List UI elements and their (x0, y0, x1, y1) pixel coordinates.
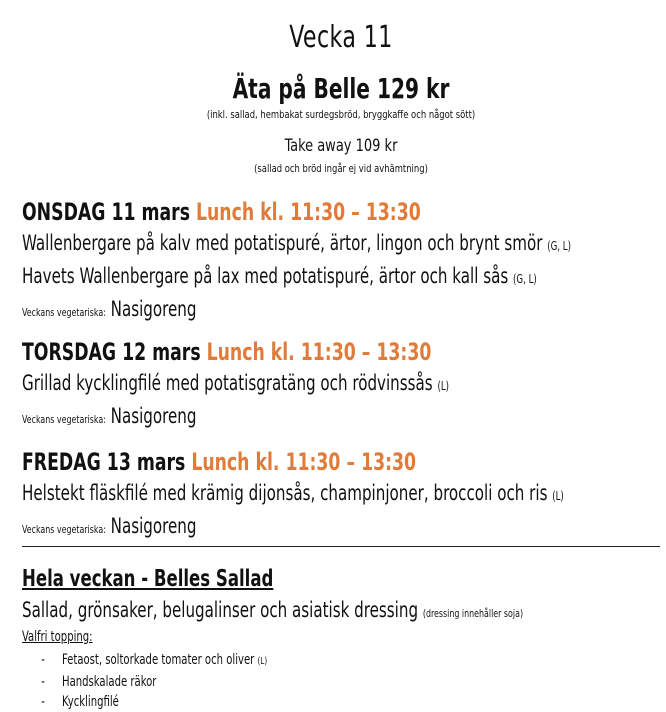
day-section-wednesday (22, 197, 614, 327)
topping-item (22, 692, 614, 712)
dish-item (22, 369, 614, 400)
dish-item (22, 479, 614, 510)
day-section-thursday (22, 337, 614, 434)
list-dash: - (41, 674, 45, 690)
section-divider (22, 546, 660, 547)
dish-text: Helstekt fläskfilé med krämig dijonsås, champinjoner, broccoli och ris (22, 481, 548, 505)
vegetarian-label: Veckans vegetariska: (22, 413, 106, 426)
day-heading (22, 337, 614, 367)
topping-item (22, 650, 614, 672)
salad-description (22, 596, 614, 628)
vegetarian-line (22, 402, 614, 434)
topping-item (22, 672, 614, 692)
vegetarian-dish: Nasigoreng (110, 297, 197, 321)
takeaway-note: (sallad och bröd ingår ej vid avhämtning) (254, 162, 428, 175)
topping-text: Handskalade räkor (62, 674, 157, 690)
day-name: FREDAG 13 mars (22, 448, 186, 476)
list-dash: - (41, 652, 45, 668)
salad-heading: Hela veckan - Belles Sallad (22, 566, 274, 592)
day-name: ONSDAG 11 mars (22, 198, 190, 226)
topping-list (22, 650, 614, 712)
lunch-time: Lunch kl. 11:30 – 13:30 (206, 338, 432, 366)
vegetarian-label: Veckans vegetariska: (22, 306, 106, 319)
vegetarian-line (22, 295, 614, 327)
topping-text: Fetaost, soltorkade tomater och oliver (62, 652, 255, 668)
day-heading (22, 447, 614, 477)
vegetarian-dish: Nasigoreng (110, 404, 197, 428)
day-name: TORSDAG 12 mars (22, 338, 201, 366)
allergen-tag: (L) (257, 656, 268, 667)
allergen-tag: (G, L) (547, 239, 571, 253)
salad-section (22, 564, 614, 712)
salad-description-text: Sallad, grönsaker, belugalinser och asiatisk dressing (22, 598, 419, 622)
eat-in-note: (inkl. sallad, hembakat surdegsbröd, bryggkaffe och något sött) (206, 108, 476, 121)
dish-item (22, 229, 614, 260)
lunch-time: Lunch kl. 11:30 – 13:30 (196, 198, 421, 226)
week-title: Vecka 11 (289, 20, 393, 55)
salad-description-note: (dressing innehåller soja) (422, 607, 524, 620)
vegetarian-dish: Nasigoreng (110, 514, 197, 538)
takeaway-price: Take away 109 kr (284, 136, 398, 156)
allergen-tag: (G, L) (513, 272, 537, 286)
dish-text: Grillad kycklingfilé med potatisgratäng och rödvinssås (22, 371, 433, 395)
vegetarian-label: Veckans vegetariska: (22, 523, 106, 536)
day-section-friday (22, 447, 614, 544)
list-dash: - (41, 694, 45, 710)
dish-text: Havets Wallenbergare på lax med potatispuré, ärtor och kall sås (22, 264, 509, 288)
eat-in-price: Äta på Belle 129 kr (232, 72, 450, 105)
vegetarian-line (22, 512, 614, 544)
dish-text: Wallenbergare på kalv med potatispuré, ärtor, lingon och brynt smör (22, 231, 543, 255)
topping-heading: Valfri topping: (22, 629, 93, 645)
topping-text: Kycklingfilé (62, 694, 119, 710)
allergen-tag: (L) (437, 379, 449, 393)
day-heading (22, 197, 614, 227)
dish-item (22, 262, 614, 293)
allergen-tag: (L) (552, 489, 564, 503)
lunch-time: Lunch kl. 11:30 – 13:30 (191, 448, 417, 476)
